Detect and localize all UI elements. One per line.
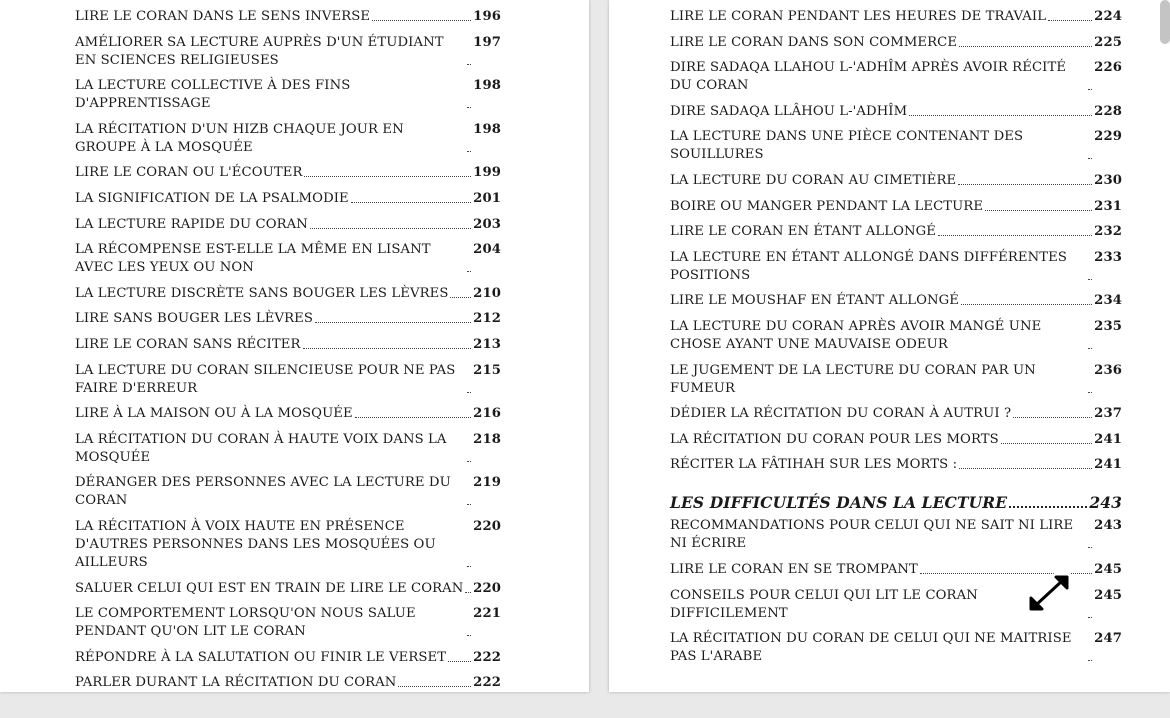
- entry-title: LIRE LE CORAN EN ÉTANT ALLONGÉ: [670, 224, 937, 240]
- entry-page-number: 198: [473, 78, 501, 94]
- dot-leader: [467, 103, 471, 108]
- toc-entry[interactable]: [670, 405, 1122, 423]
- entry-page-number: 221: [473, 606, 501, 622]
- entry-page-number: 203: [473, 216, 501, 232]
- entry-page-number: 220: [473, 580, 501, 596]
- entry-title: AMÉLIORER SA LECTURE AUPRÈS D'UN ÉTUDIANT EN SCIENCES RELIGIEUSES: [75, 34, 444, 68]
- entry-page-number: 196: [473, 9, 501, 24]
- toc-entry[interactable]: [670, 172, 1122, 190]
- entry-page-number: 235: [1094, 318, 1122, 334]
- entry-page-number: 234: [1094, 293, 1122, 309]
- toc-entry[interactable]: [75, 674, 501, 692]
- entry-page-number: 231: [1094, 198, 1122, 214]
- entry-page-number: 213: [473, 336, 501, 352]
- entry-title: BOIRE OU MANGER PENDANT LA LECTURE: [670, 198, 984, 214]
- entry-page-number: 204: [473, 242, 501, 258]
- entry-page-number: 197: [473, 34, 501, 50]
- toc-entry[interactable]: [670, 456, 1122, 474]
- dot-leader: [1009, 502, 1087, 508]
- dot-leader: [1088, 388, 1092, 393]
- entry-page-number: 241: [1094, 457, 1122, 473]
- entry-title: LA LECTURE DU CORAN APRÈS AVOIR MANGÉ UNE CHOSE AYANT UNE MAUVAISE ODEUR: [670, 318, 1042, 352]
- dot-leader: [450, 293, 471, 298]
- dot-leader: [1048, 16, 1092, 21]
- entry-title: LA SIGNIFICATION DE LA PSALMODIE: [75, 190, 349, 206]
- dot-leader: [958, 180, 1092, 185]
- toc-section-heading[interactable]: [670, 493, 1122, 513]
- entry-page-number: 199: [473, 165, 501, 181]
- entry-page-number: 222: [473, 649, 501, 665]
- entry-page-number: 210: [473, 285, 501, 301]
- dot-leader: [303, 344, 472, 349]
- toc-entry[interactable]: [670, 431, 1122, 449]
- entry-page-number: 245: [1094, 561, 1122, 577]
- entry-title: LE JUGEMENT DE LA LECTURE DU CORAN PAR UN FUMEUR: [670, 362, 1036, 396]
- entry-title: LA RÉCITATION D'UN HIZB CHAQUE JOUR EN GROUPE À LA MOSQUÉE: [75, 121, 404, 155]
- dot-leader: [961, 300, 1092, 305]
- entry-title: LIRE LE MOUSHAF EN ÉTANT ALLONGÉ: [670, 293, 959, 309]
- entry-title: LIRE LE CORAN EN SE TROMPANT: [670, 561, 918, 577]
- dot-leader: [985, 206, 1092, 211]
- entry-page-number: 215: [473, 362, 501, 378]
- dot-leader: [465, 588, 471, 593]
- dot-leader: [1088, 85, 1092, 90]
- entry-page-number: 228: [1094, 103, 1122, 119]
- dot-leader: [467, 500, 471, 505]
- toc-entry[interactable]: [670, 630, 1122, 666]
- toc-entry[interactable]: [75, 241, 501, 277]
- entry-title: LA LECTURE DU CORAN AU CIMETIÈRE: [670, 172, 957, 188]
- toc-entry[interactable]: [75, 405, 501, 423]
- entry-title: DÉDIER LA RÉCITATION DU CORAN À AUTRUI ?: [670, 406, 1012, 422]
- entry-title: LA LECTURE COLLECTIVE À DES FINS D'APPRENTISSAGE: [75, 78, 351, 112]
- dot-leader: [1088, 344, 1092, 349]
- entry-page-number: 236: [1094, 362, 1122, 378]
- toc-entry[interactable]: [670, 318, 1122, 354]
- dot-leader: [467, 388, 471, 393]
- dot-leader: [448, 657, 471, 662]
- entry-page-number: 224: [1094, 9, 1122, 24]
- scrollbar-thumb[interactable]: [1160, 0, 1170, 44]
- dot-leader: [959, 464, 1092, 469]
- left-page: [0, 0, 589, 692]
- toc-entry[interactable]: [75, 605, 501, 641]
- dot-leader: [909, 111, 1092, 116]
- toc-entry[interactable]: [670, 198, 1122, 216]
- entry-page-number: 216: [473, 406, 501, 422]
- entry-page-number: 233: [1094, 249, 1122, 265]
- entry-page-number: 219: [473, 475, 501, 491]
- entry-page-number: 201: [473, 190, 501, 206]
- toc-entry[interactable]: [670, 223, 1122, 241]
- toc-entry[interactable]: [670, 517, 1122, 553]
- dot-leader: [467, 457, 471, 462]
- toc-entry[interactable]: [75, 77, 501, 113]
- entry-title: RÉCITER LA FÂTIHAH SUR LES MORTS :: [670, 457, 958, 473]
- entry-title: DIRE SADAQA LLÂHOU L-'ADHÎM: [670, 103, 908, 119]
- toc-entry[interactable]: [670, 59, 1122, 95]
- dot-leader: [467, 60, 471, 65]
- toc-entry[interactable]: [75, 474, 501, 510]
- entry-title: RÉPONDRE À LA SALUTATION OU FINIR LE VERSET: [75, 649, 447, 665]
- entry-title: LA RÉCITATION DU CORAN POUR LES MORTS: [670, 431, 999, 447]
- toc-entry[interactable]: [75, 310, 501, 328]
- entry-title: LA LECTURE EN ÉTANT ALLONGÉ DANS DIFFÉRENTES POSITIONS: [670, 249, 1067, 283]
- dot-leader: [467, 562, 471, 567]
- dot-leader: [959, 42, 1092, 47]
- dot-leader: [1013, 413, 1092, 418]
- entry-title: LA RÉCITATION À VOIX HAUTE EN PRÉSENCE D'AUTRES PERSONNES DANS LES MOSQUÉES OU AILLEURS: [75, 518, 436, 570]
- toc-entry[interactable]: [75, 518, 501, 572]
- toc-entry[interactable]: [75, 216, 501, 234]
- entry-title: LIRE SANS BOUGER LES LÈVRES: [75, 311, 313, 327]
- dot-leader: [1088, 543, 1092, 548]
- toc-entry[interactable]: [75, 649, 501, 667]
- entry-title: CONSEILS POUR CELUI QUI LIT LE CORAN DIFFICILEMENT: [670, 587, 978, 621]
- entry-page-number: 241: [1094, 431, 1122, 447]
- entry-title: SALUER CELUI QUI EST EN TRAIN DE LIRE LE CORAN: [75, 580, 464, 596]
- toc-entry[interactable]: [670, 128, 1122, 164]
- toc-entry[interactable]: [670, 292, 1122, 310]
- dot-leader: [304, 172, 471, 177]
- dot-leader: [355, 413, 471, 418]
- toc-entry[interactable]: [75, 164, 501, 182]
- dot-leader: [467, 147, 471, 152]
- entry-page-number: 232: [1094, 224, 1122, 240]
- entry-title: LA RÉCITATION DU CORAN DE CELUI QUI NE MAITRISE PAS L'ARABE: [670, 631, 1072, 665]
- dot-leader: [1088, 154, 1092, 159]
- entry-page-number: 222: [473, 675, 501, 691]
- entry-title: LA RÉCOMPENSE EST-ELLE LA MÊME EN LISANT AVEC LES YEUX OU NON: [75, 242, 431, 276]
- expand-arrows-icon[interactable]: [1027, 573, 1071, 613]
- toc-entry[interactable]: [75, 362, 501, 398]
- entry-page-number: 229: [1094, 129, 1122, 145]
- entry-title: DÉRANGER DES PERSONNES AVEC LA LECTURE DU CORAN: [75, 475, 451, 509]
- dot-leader: [467, 631, 471, 636]
- entry-title: LES DIFFICULTÉS DANS LA LECTURE: [670, 493, 1008, 513]
- dot-leader: [938, 231, 1092, 236]
- dot-leader: [1088, 656, 1092, 661]
- entry-page-number: 220: [473, 518, 501, 534]
- entry-title: LIRE LE CORAN DANS LE SENS INVERSE: [75, 9, 371, 24]
- entry-page-number: 247: [1094, 631, 1122, 647]
- entry-title: LIRE LE CORAN SANS RÉCITER: [75, 336, 301, 352]
- entry-title: LA RÉCITATION DU CORAN À HAUTE VOIX DANS LA MOSQUÉE: [75, 431, 447, 465]
- entry-title: LE COMPORTEMENT LORSQU'ON NOUS SALUE PENDANT QU'ON LIT LE CORAN: [75, 606, 416, 640]
- toc-entry[interactable]: [75, 34, 501, 70]
- entry-page-number: 218: [473, 431, 501, 447]
- dot-leader: [1088, 613, 1092, 618]
- dot-leader: [1088, 275, 1092, 280]
- entry-title: LIRE À LA MAISON OU À LA MOSQUÉE: [75, 406, 353, 422]
- toc-entry[interactable]: [75, 336, 501, 354]
- toc-entry[interactable]: [75, 431, 501, 467]
- right-page: [609, 0, 1170, 692]
- dot-leader: [467, 267, 471, 272]
- entry-title: LIRE LE CORAN DANS SON COMMERCE: [670, 34, 958, 50]
- dot-leader: [310, 224, 471, 229]
- toc-entry[interactable]: [670, 103, 1122, 121]
- toc-entry[interactable]: [670, 8, 1122, 26]
- entry-title: LA LECTURE DU CORAN SILENCIEUSE POUR NE PAS FAIRE D'ERREUR: [75, 362, 456, 396]
- entry-page-number: 243: [1089, 493, 1122, 513]
- toc-entry[interactable]: [670, 34, 1122, 52]
- entry-page-number: 245: [1094, 587, 1122, 603]
- entry-page-number: 212: [473, 311, 501, 327]
- entry-title: RECOMMANDATIONS POUR CELUI QUI NE SAIT NI LIRE NI ÉCRIRE: [670, 518, 1074, 552]
- entry-page-number: 225: [1094, 34, 1122, 50]
- entry-page-number: 226: [1094, 60, 1122, 76]
- toc-entry[interactable]: [75, 8, 501, 26]
- entry-title: LIRE LE CORAN PENDANT LES HEURES DE TRAVAIL: [670, 9, 1047, 24]
- entry-page-number: 243: [1094, 518, 1122, 534]
- entry-page-number: 198: [473, 121, 501, 137]
- dot-leader: [1001, 439, 1092, 444]
- dot-leader: [351, 198, 471, 203]
- toc-entry[interactable]: [75, 580, 501, 598]
- toc-entry[interactable]: [670, 249, 1122, 285]
- toc-entry[interactable]: [670, 362, 1122, 398]
- entry-title: DIRE SADAQA LLAHOU L-'ADHÎM APRÈS AVOIR RÉCITÉ DU CORAN: [670, 60, 1067, 94]
- toc-entry[interactable]: [75, 121, 501, 157]
- dot-leader: [398, 682, 471, 687]
- entry-title: LA LECTURE DANS UNE PIÈCE CONTENANT DES SOUILLURES: [670, 129, 1024, 163]
- entry-page-number: 237: [1094, 406, 1122, 422]
- toc-entry[interactable]: [75, 190, 501, 208]
- toc-list-left: [75, 8, 501, 700]
- entry-title: LIRE LE CORAN OU L'ÉCOUTER: [75, 165, 303, 181]
- dot-leader: [372, 16, 471, 21]
- entry-title: PARLER DURANT LA RÉCITATION DU CORAN: [75, 675, 397, 691]
- entry-page-number: 230: [1094, 172, 1122, 188]
- toc-entry[interactable]: [75, 285, 501, 303]
- dot-leader: [315, 318, 471, 323]
- entry-title: LA LECTURE DISCRÈTE SANS BOUGER LES LÈVRES: [75, 285, 449, 301]
- entry-title: LA LECTURE RAPIDE DU CORAN: [75, 216, 308, 232]
